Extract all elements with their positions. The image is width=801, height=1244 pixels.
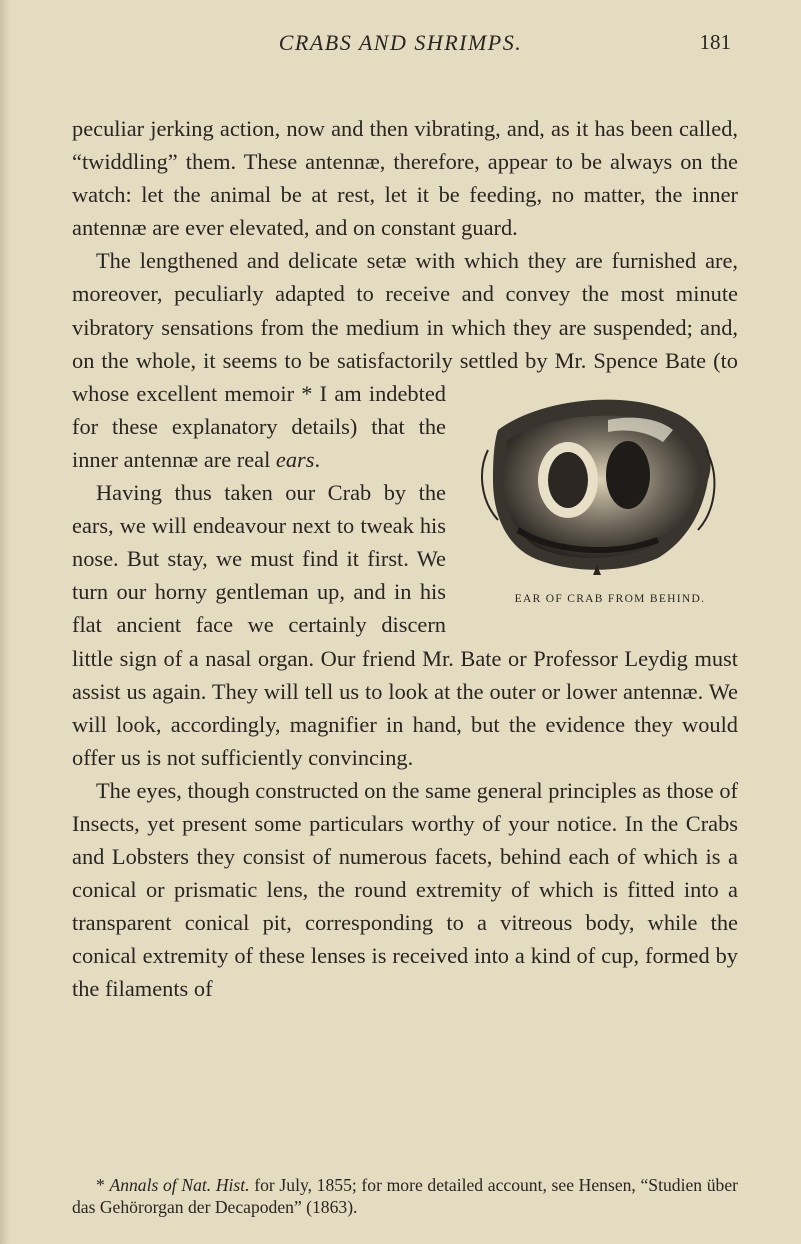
paragraph-1-text: peculiar jerking action, now and then vibrating, and, as it has been called, “twiddling” them. These antennæ, therefore, appear to be always on the watch: let the animal be at rest, let it be feeding, no matter, the inner antennæ are ever elevated, and on constant guard. [72, 116, 738, 241]
paragraph-4-text: The eyes, though constructed on the same general principles as those of Insects, yet present some particulars worthy of your notice. In the Crabs and Lobsters they consist of numerous facets, behind each of which is a conical or prismatic lens, the round extremity of which is fitted into a transparent conical pit, corresponding to a vitreous body, while the conical extremity of these lenses is received into a kind of cup, formed by the filaments of [72, 777, 738, 1002]
figure-crab-ear [458, 380, 738, 616]
page-number: 181 [699, 30, 731, 54]
running-title: CRABS AND SHRIMPS. [278, 30, 523, 55]
paragraph-3-text: Having thus taken our Crab by the ears, we will endeavour next to tweak his nose. But stay, we must find it first. We turn our horny gentleman up, and in his flat ancient face we certainly discern little sign of a nasal organ. Our friend Mr. Bate or Professor Leydig must assist us again. They will tell us to look at the outer or lower antennæ. We will look, accordingly, magnifier in hand, but the evidence they would offer us is not sufficiently convincing. [72, 480, 738, 770]
footnote-paragraph [72, 1174, 738, 1218]
paragraph-2-text-a: The lengthened and delicate setæ with which they are furnished are, moreover, peculiarly adapted to receive and convey the most minute vibratory sensations from the medium in which they are suspended; and, on the whole, it seems to be satisfactorily settled by Mr. Spence Bate (to whose excellent memoir [72, 248, 738, 406]
paragraph-4 [72, 774, 738, 1006]
paragraph-2 [72, 244, 738, 605]
emphasis-ears: ears [275, 446, 315, 472]
body-text [72, 112, 738, 1006]
crab-ear-illustration [458, 380, 738, 590]
paragraph-2-text-b: I am indebted for these explanatory details) that the inner antennæ are real [72, 380, 446, 472]
footnote [72, 1174, 738, 1218]
figure-caption: EAR OF CRAB FROM BEHIND. [514, 592, 706, 605]
page-edge-shadow [0, 0, 10, 1244]
footnote-title: Annals of Nat. Hist. [109, 1175, 250, 1195]
paragraph-2-end: . [314, 446, 321, 472]
paragraph-1 [72, 112, 738, 244]
page-header [70, 30, 731, 70]
footnote-reference: * [301, 380, 313, 406]
footnote-marker: * [96, 1175, 105, 1195]
footnote-text: for July, 1855; for more detailed account, see Hensen, “Studien über das Gehörorgan der Decapoden” (1863). [72, 1175, 738, 1217]
